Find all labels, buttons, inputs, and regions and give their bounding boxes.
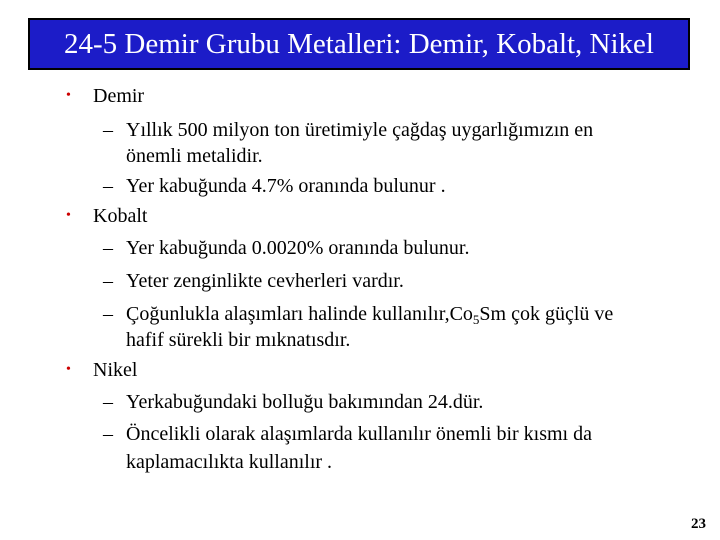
item-text-continued: kaplamacılıkta kullanılır . <box>126 451 333 473</box>
item-text: Yeter zenginlikte cevherleri vardır. <box>126 270 404 292</box>
item-text: Yer kabuğunda 4.7% oranında bulunur . <box>126 175 446 197</box>
item-text: Yerkabuğundaki bolluğu bakımından 24.dür. <box>126 391 484 413</box>
item-text-part: Sm çok güçlü ve <box>479 303 614 325</box>
slide-title: 24-5 Demir Grubu Metalleri: Demir, Kobalt, Nikel <box>64 27 654 60</box>
section-heading-demir: Demir <box>93 85 145 107</box>
dash-icon: – <box>103 270 113 292</box>
item-text: Öncelikli olarak alaşımlarda kullanılır önemli bir kısmı da <box>126 423 592 445</box>
section-heading-kobalt: Kobalt <box>93 205 148 227</box>
item-text-with-formula <box>126 302 613 326</box>
page-number: 23 <box>691 516 706 532</box>
bullet-icon: • <box>66 88 71 103</box>
bullet-icon: • <box>66 208 71 223</box>
dash-icon: – <box>103 175 113 197</box>
item-text: Yıllık 500 milyon ton üretimiyle çağdaş uygarlığımızın en <box>126 119 594 141</box>
bullet-icon: • <box>66 362 71 377</box>
dash-icon: – <box>103 391 113 413</box>
dash-icon: – <box>103 303 113 325</box>
dash-icon: – <box>103 237 113 259</box>
item-text-continued: önemli metalidir. <box>126 145 263 167</box>
item-text: Yer kabuğunda 0.0020% oranında bulunur. <box>126 237 470 259</box>
subscript: 5 <box>472 312 480 327</box>
dash-icon: – <box>103 119 113 141</box>
item-text-part: Çoğunlukla alaşımları halinde kullanılır,Co <box>126 303 473 325</box>
item-text-continued: hafif sürekli bir mıknatısdır. <box>126 329 351 351</box>
dash-icon: – <box>103 423 113 445</box>
section-heading-nikel: Nikel <box>93 359 138 381</box>
